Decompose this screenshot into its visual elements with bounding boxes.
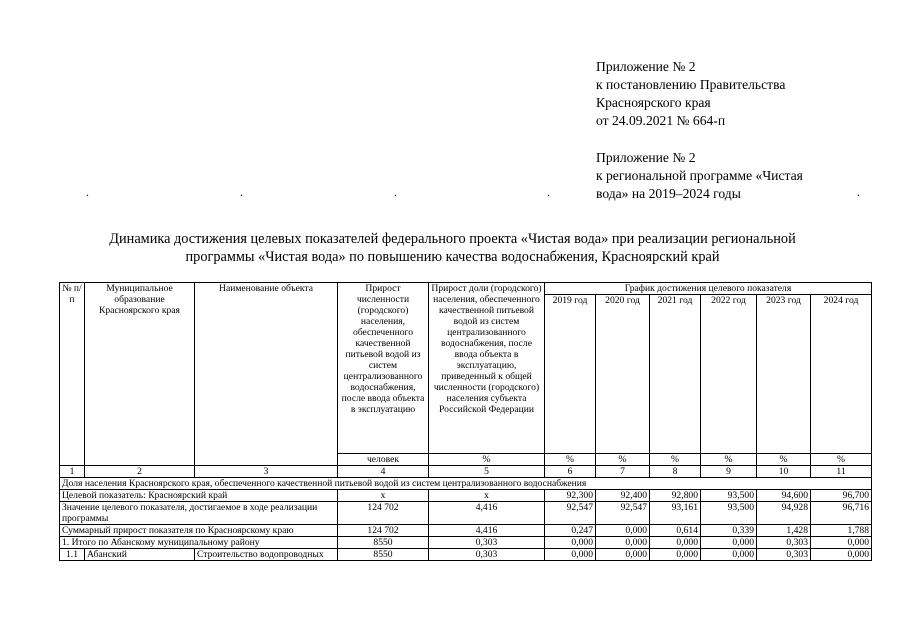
- cell-value: 0,000: [650, 537, 701, 549]
- unit-cell: %: [811, 454, 872, 466]
- table-row: [60, 490, 872, 502]
- document-title: [40, 230, 865, 266]
- cell-value: 1,428: [757, 525, 811, 537]
- cell-value: 93,161: [650, 502, 701, 525]
- cell-value: 0,000: [811, 549, 872, 561]
- section-title: Доля населения Красноярского края, обеспеченного качественной питьевой водой из систем централизованного водоснабжения: [60, 478, 872, 490]
- appendix-line: к постановлению Правительства: [596, 77, 786, 92]
- scan-dot: .: [547, 185, 550, 199]
- year-header: 2019 год: [545, 295, 596, 454]
- unit-cell: %: [429, 454, 545, 466]
- title-line: программы «Чистая вода» по повышению качества водоснабжения, Красноярский край: [185, 249, 720, 265]
- header-num: № п/п: [60, 283, 85, 466]
- cell-value: 0,614: [650, 525, 701, 537]
- cell-population: x: [338, 490, 429, 502]
- unit-cell: %: [596, 454, 650, 466]
- appendix-line: к региональной программе «Чистая: [596, 168, 803, 183]
- year-header: 2021 год: [650, 295, 701, 454]
- cell-share: 0,303: [429, 549, 545, 561]
- row-label: Значение целевого показателя, достигаемое в ходе реализации программы: [60, 502, 338, 525]
- cell-value: 0,000: [596, 549, 650, 561]
- year-header: 2024 год: [811, 295, 872, 454]
- title-line: Динамика достижения целевых показателей федерального проекта «Чистая вода» при реализации региональной: [109, 231, 796, 247]
- appendix-header: [596, 58, 896, 203]
- cell-value: 93,500: [701, 490, 757, 502]
- scan-dot: .: [240, 185, 243, 199]
- cell-value: 0,339: [701, 525, 757, 537]
- cell-share: x: [429, 490, 545, 502]
- cell-share: 4,416: [429, 525, 545, 537]
- cell-value: 96,716: [811, 502, 872, 525]
- year-header: 2023 год: [757, 295, 811, 454]
- column-number: 1: [60, 466, 85, 478]
- cell-value: 0,247: [545, 525, 596, 537]
- cell-object: Строительство водопроводных: [195, 549, 338, 561]
- unit-cell: человек: [338, 454, 429, 466]
- scan-dot: .: [857, 185, 860, 199]
- cell-value: 0,000: [545, 549, 596, 561]
- column-number-row: [60, 466, 872, 478]
- header-population-increase: Прирост численности (городского) населения, обеспеченного качественной питьевой водой из систем централизованного водоснабжения, после ввода объекта в эксплуатацию: [338, 283, 429, 454]
- cell-value: 0,000: [596, 525, 650, 537]
- year-header: 2022 год: [701, 295, 757, 454]
- cell-value: 0,000: [701, 537, 757, 549]
- cell-value: 93,500: [701, 502, 757, 525]
- cell-share: 4,416: [429, 502, 545, 525]
- unit-cell: %: [757, 454, 811, 466]
- header-object: Наименование объекта: [195, 283, 338, 466]
- cell-municipality: Абанский: [85, 549, 195, 561]
- cell-value: 0,000: [650, 549, 701, 561]
- cell-population: 8550: [338, 549, 429, 561]
- section-row: [60, 478, 872, 490]
- cell-population: 8550: [338, 537, 429, 549]
- row-label: 1. Итого по Абанскому муниципальному району: [60, 537, 338, 549]
- cell-value: 1,788: [811, 525, 872, 537]
- scan-dot: .: [394, 185, 397, 199]
- cell-value: 94,928: [757, 502, 811, 525]
- table-row: [60, 525, 872, 537]
- cell-num: 1.1: [60, 549, 85, 561]
- unit-cell: %: [545, 454, 596, 466]
- column-number: 3: [195, 466, 338, 478]
- table-row: [60, 502, 872, 525]
- indicators-table: [59, 282, 872, 561]
- table-header-row: [60, 283, 872, 295]
- cell-value: 0,000: [701, 549, 757, 561]
- row-label: Суммарный прирост показателя по Красноярскому краю: [60, 525, 338, 537]
- cell-share: 0,303: [429, 537, 545, 549]
- cell-value: 92,400: [596, 490, 650, 502]
- cell-population: 124 702: [338, 502, 429, 525]
- column-number: 9: [701, 466, 757, 478]
- row-label: Целевой показатель: Красноярский край: [60, 490, 338, 502]
- column-number: 5: [429, 466, 545, 478]
- scan-dot: .: [86, 185, 89, 199]
- cell-value: 92,547: [596, 502, 650, 525]
- unit-cell: %: [650, 454, 701, 466]
- header-schedule: График достижения целевого показателя: [545, 283, 872, 295]
- table-row: [60, 549, 872, 561]
- appendix-line: Красноярского края: [596, 95, 711, 110]
- cell-value: 0,000: [545, 537, 596, 549]
- year-header: 2020 год: [596, 295, 650, 454]
- column-number: 10: [757, 466, 811, 478]
- cell-value: 0,303: [757, 537, 811, 549]
- cell-value: 94,600: [757, 490, 811, 502]
- column-number: 11: [811, 466, 872, 478]
- cell-value: 92,300: [545, 490, 596, 502]
- appendix-line: от 24.09.2021 № 664-п: [596, 113, 726, 128]
- appendix-line: вода» на 2019–2024 годы: [596, 186, 741, 201]
- appendix-line: Приложение № 2: [596, 150, 696, 165]
- column-number: 2: [85, 466, 195, 478]
- cell-population: 124 702: [338, 525, 429, 537]
- cell-value: 92,800: [650, 490, 701, 502]
- column-number: 4: [338, 466, 429, 478]
- column-number: 7: [596, 466, 650, 478]
- appendix-line: Приложение № 2: [596, 59, 696, 74]
- cell-value: 0,000: [596, 537, 650, 549]
- cell-value: 92,547: [545, 502, 596, 525]
- header-share-increase: Прирост доли (городского) населения, обеспеченного качественной питьевой водой из систем централизованного водоснабжения, после ввода объекта в эксплуатацию, приведенный к общей численности (городского) населения субъекта Российской Федерации: [429, 283, 545, 454]
- column-number: 8: [650, 466, 701, 478]
- header-municipality: Муниципальное образование Красноярского края: [85, 283, 195, 466]
- cell-value: 0,303: [757, 549, 811, 561]
- cell-value: 96,700: [811, 490, 872, 502]
- table-row: [60, 537, 872, 549]
- column-number: 6: [545, 466, 596, 478]
- unit-cell: %: [701, 454, 757, 466]
- cell-value: 0,000: [811, 537, 872, 549]
